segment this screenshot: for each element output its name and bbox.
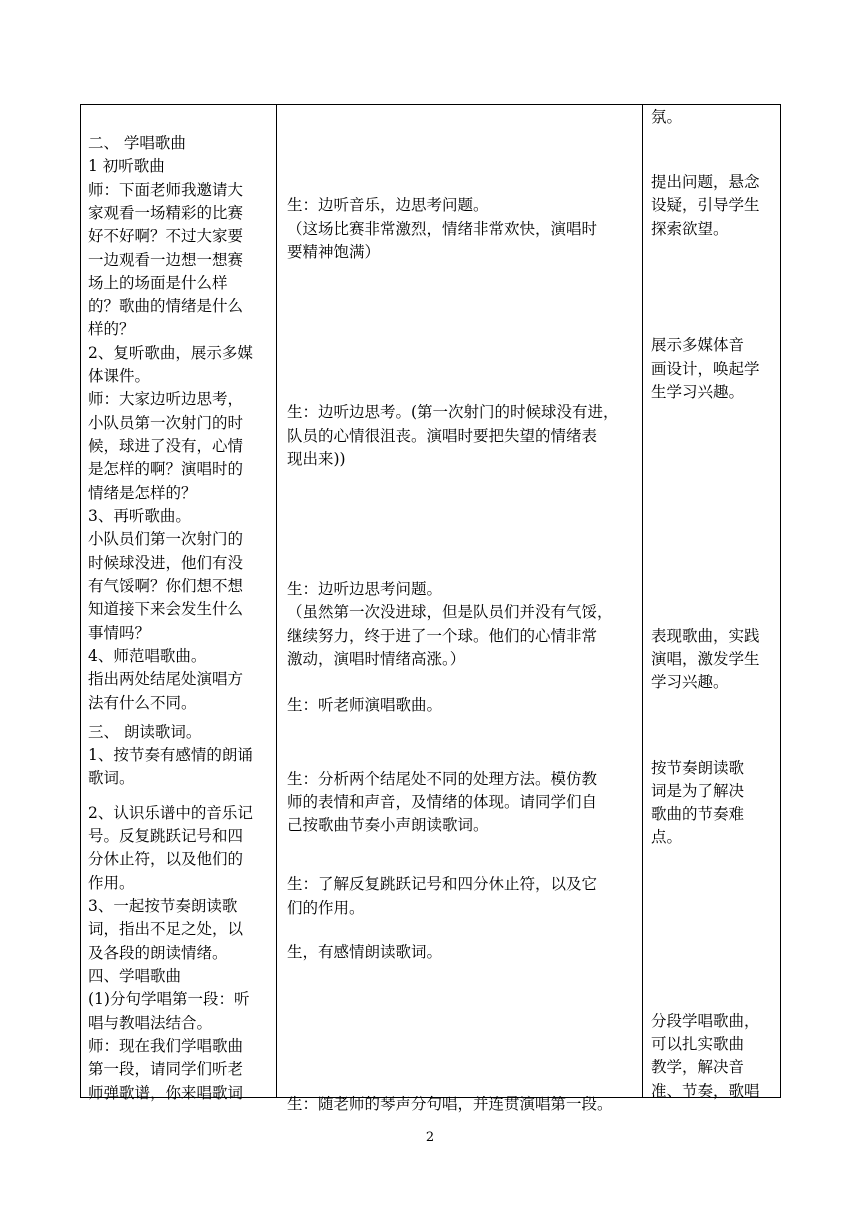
teacher-text-line: 的？歌曲的情绪是什么 xyxy=(88,297,244,315)
teacher-text-line: 唱与教唱法结合。 xyxy=(88,1014,213,1032)
teacher-text-line: 分休止符，以及他们的 xyxy=(88,850,244,868)
teacher-text-line: 四、学唱歌曲 xyxy=(88,967,182,985)
teacher-text-line: 法有什么不同。 xyxy=(88,694,197,712)
teacher-text-line: 场上的场面是什么样 xyxy=(88,274,228,292)
teacher-text-line: 师：下面老师我邀请大 xyxy=(88,181,244,199)
intent-text-line: 学习兴趣。 xyxy=(651,673,729,691)
intent-text-line: 生学习兴趣。 xyxy=(651,383,745,401)
student-text-line: 生：随老师的琴声分句唱，并连贯演唱第一段。 xyxy=(287,1095,613,1113)
student-text-line: 们的作用。 xyxy=(287,899,365,917)
teacher-text-line: 作用。 xyxy=(88,874,135,892)
teacher-text-line: (1)分句学唱第一段：听 xyxy=(88,990,250,1008)
student-text-line: 生：边听边思考。(第一次射门的时候球没有进， xyxy=(287,403,619,421)
student-text-line: （虽然第一次没进球，但是队员们并没有气馁， xyxy=(287,603,613,621)
table-row xyxy=(81,105,781,1098)
teacher-text-line: 有气馁啊？你们想不想 xyxy=(88,577,244,595)
teacher-text-line: 2、复听歌曲，展示多媒 xyxy=(88,344,253,362)
teacher-text-line: 师弹歌谱，你来唱歌词 xyxy=(88,1084,244,1102)
teacher-text-line: 4、师范唱歌曲。 xyxy=(88,647,207,665)
teacher-text-line: 是怎样的啊？演唱时的 xyxy=(88,460,244,478)
intent-text-line: 表现歌曲，实践 xyxy=(651,627,760,645)
teacher-text-line: 样的？ xyxy=(88,320,135,338)
student-text-line: 生：听老师演唱歌曲。 xyxy=(287,696,443,714)
teacher-text-line: 词，指出不足之处，以 xyxy=(88,920,244,938)
teacher-text-line: 1 初听歌曲 xyxy=(88,157,165,175)
teacher-text-line: 歌词。 xyxy=(88,769,135,787)
teacher-text-line: 知道接下来会发生什么 xyxy=(88,600,244,618)
student-text-line: 己按歌曲节奏小声朗读歌词。 xyxy=(287,816,489,834)
student-text-line: 生：分析两个结尾处不同的处理方法。模仿教 xyxy=(287,770,598,788)
teacher-text-line: 3、再听歌曲。 xyxy=(88,507,191,525)
intent-text-line: 画设计，唤起学 xyxy=(651,360,760,378)
teacher-text-line: 师：现在我们学唱歌曲 xyxy=(88,1037,244,1055)
intent-text-line: 展示多媒体音 xyxy=(651,336,745,354)
intent-text-line: 教学，解决音 xyxy=(651,1058,745,1076)
student-text-line: 继续努力，终于进了一个球。他们的心情非常 xyxy=(287,627,598,645)
intent-text-line: 准、节奏，歌唱 xyxy=(651,1082,760,1100)
student-text-line: 队员的心情很沮丧。演唱时要把失望的情绪表 xyxy=(287,427,598,445)
student-text-line: 激动，演唱时情绪高涨。） xyxy=(287,650,466,668)
intent-text-line: 可以扎实歌曲 xyxy=(651,1035,745,1053)
intent-text-line: 词是为了解决 xyxy=(651,782,745,800)
intent-text-line: 点。 xyxy=(651,828,683,846)
teacher-text-line: 及各段的朗读情绪。 xyxy=(88,944,228,962)
student-text-line: 生，有感情朗读歌词。 xyxy=(287,943,443,961)
teacher-text-line: 1、按节奏有感情的朗诵 xyxy=(88,746,253,764)
teacher-text-line: 小队员们第一次射门的 xyxy=(88,530,244,548)
student-text-line: 要精神饱满） xyxy=(287,243,381,261)
teacher-text-line: 情绪是怎样的？ xyxy=(88,484,197,502)
intent-text-line: 探索欲望。 xyxy=(651,220,729,238)
teacher-text-line: 体课件。 xyxy=(88,367,151,385)
design-intent-cell xyxy=(643,105,781,1098)
teacher-text-line: 小队员第一次射门的时 xyxy=(88,414,244,432)
teacher-text-line: 师：大家边听边思考， xyxy=(88,390,244,408)
intent-text-line: 歌曲的节奏难 xyxy=(651,805,745,823)
student-text-line: 生：边听音乐，边思考问题。 xyxy=(287,196,489,214)
student-activity-cell xyxy=(277,105,643,1113)
teacher-text-line: 家观看一场精彩的比赛 xyxy=(88,204,244,222)
student-text-line: （这场比赛非常激烈，情绪非常欢快，演唱时 xyxy=(287,220,598,238)
teacher-text-line: 事情吗？ xyxy=(88,624,151,642)
teacher-text-line: 指出两处结尾处演唱方 xyxy=(88,670,244,688)
teacher-text-line: 3、一起按节奏朗读歌 xyxy=(88,897,238,915)
intent-text-line: 分段学唱歌曲， xyxy=(651,1012,760,1030)
teacher-text-line: 第一段，请同学们听老 xyxy=(88,1060,244,1078)
teacher-text-line: 号。反复跳跃记号和四 xyxy=(88,827,244,845)
teacher-text-line: 二、 学唱歌曲 xyxy=(88,134,186,152)
teacher-activity-cell xyxy=(81,105,277,1102)
teacher-text-line: 三、 朗读歌词。 xyxy=(88,723,202,741)
teacher-text-line: 候，球进了没有，心情 xyxy=(88,437,244,455)
intent-text-line: 设疑，引导学生 xyxy=(651,196,760,214)
page-number: 2 xyxy=(425,1130,435,1145)
lesson-plan-table xyxy=(80,104,781,1113)
teacher-text-line: 好不好啊？不过大家要 xyxy=(88,227,244,245)
student-text-line: 师的表情和声音，及情绪的体现。请同学们自 xyxy=(287,793,598,811)
student-text-line: 生：了解反复跳跃记号和四分休止符，以及它 xyxy=(287,875,598,893)
intent-text-line: 演唱，激发学生 xyxy=(651,650,760,668)
teacher-text-line: 2、认识乐谱中的音乐记 xyxy=(88,804,253,822)
student-text-line: 现出来)) xyxy=(287,450,346,468)
student-text-line: 生：边听边思考问题。 xyxy=(287,580,443,598)
teacher-text-line: 时候球没进，他们有没 xyxy=(88,554,244,572)
intent-text-line: 按节奏朗读歌 xyxy=(651,759,745,777)
teacher-text-line: 一边观看一边想一想赛 xyxy=(88,251,244,269)
intent-text-line: 提出问题，悬念 xyxy=(651,173,760,191)
intent-text-line: 氛。 xyxy=(651,108,683,126)
